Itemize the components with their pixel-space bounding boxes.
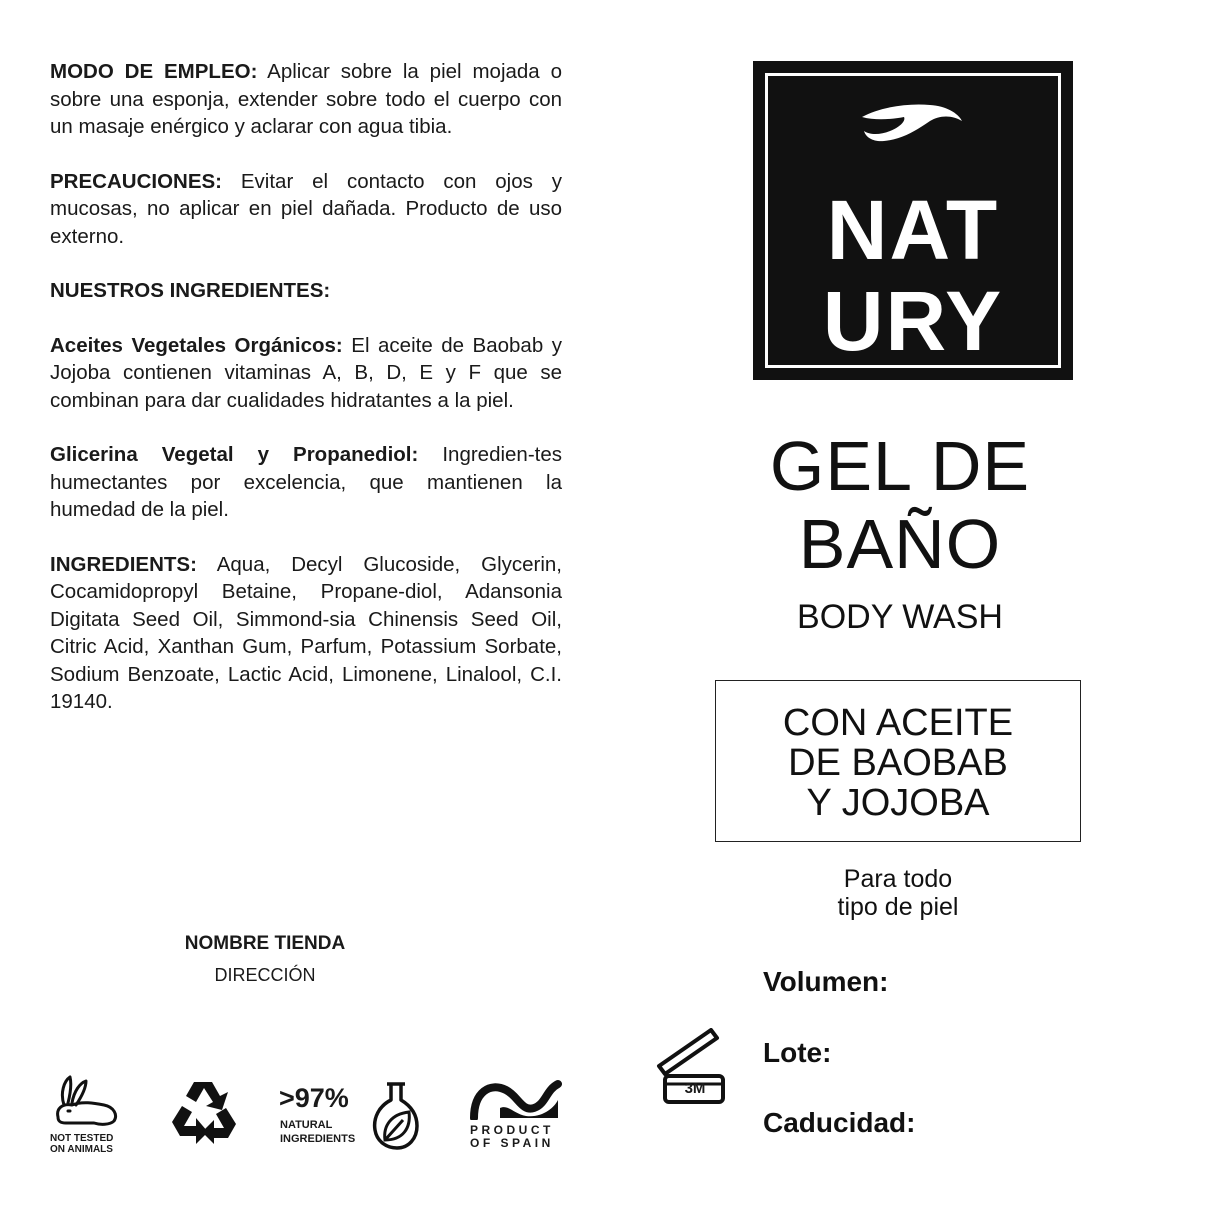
natural-label [280, 1118, 355, 1146]
cruelty-free-label: NOT TESTED ON ANIMALS [50, 1133, 114, 1155]
origin-label [470, 1124, 566, 1150]
glycerin-paragraph [50, 441, 562, 524]
feature-line-1: CON ACEITE [782, 702, 1014, 744]
flask-leaf-icon [371, 1080, 421, 1150]
natural-label-line-2: INGREDIENTS [280, 1133, 356, 1145]
pao-label: 3M [684, 1080, 706, 1097]
oils-heading: Aceites Vegetales Orgánicos: [50, 333, 343, 357]
feature-line-2: DE BAOBAB [788, 742, 1008, 784]
natural-label-line-1: NATURAL [280, 1119, 333, 1131]
feature-line-3: Y JOJOBA [806, 782, 990, 824]
rabbit-icon [50, 1075, 120, 1127]
glycerin-heading: Glicerina Vegetal y Propanediol: [50, 443, 419, 466]
leaf-icon [860, 103, 964, 149]
volume-label: Volumen: [763, 966, 889, 997]
skin-type-line-1: Para todo [843, 865, 953, 893]
product-subtitle: BODY WASH [797, 598, 1003, 636]
inci-paragraph [50, 551, 562, 716]
ingredients-title: NUESTROS INGREDIENTES: [50, 279, 331, 302]
usage-heading: MODO DE EMPLEO: [50, 60, 258, 83]
expiry-label: Caducidad: [763, 1107, 916, 1138]
origin-label-line-1: PRODUCT [470, 1123, 554, 1137]
instructions-column [50, 58, 562, 743]
product-title-line-1: GEL DE [769, 427, 1031, 505]
logo-word-1: NAT [826, 183, 1000, 277]
precautions-paragraph [50, 168, 562, 251]
store-address: DIRECCIÓN [214, 965, 316, 985]
skin-type-line-2: tipo de piel [837, 893, 959, 921]
spain-wave-icon [470, 1078, 562, 1120]
origin-label-line-2: OF SPAIN [470, 1136, 554, 1150]
inci-text: Aqua, Decyl Glucoside, Glycerin, Cocamidopropyl Betaine, Propane-diol, Adansonia Digitata Seed Oil, Simmond-sia Chinensis Seed Oil, Citric Acid, Xanthan Gum, Parfum, Potassium Sorbate, Sodium Benzoate, Lactic Acid, Limonene, Linalool, C.I. 19140. [50, 552, 562, 713]
oils-text: El aceite de Baobab y Jojoba contienen vitaminas A, B, D, E y F que se combinan para dar cualidades hidratantes a la piel. [50, 333, 562, 412]
precautions-heading: PRECAUCIONES: [50, 169, 222, 193]
feature-box [715, 680, 1081, 842]
natural-percent: >97% [279, 1083, 349, 1113]
oils-paragraph [50, 332, 562, 415]
inci-heading: INGREDIENTS: [50, 552, 197, 576]
precautions-text: Evitar el contacto con ojos y mucosas, no aplicar en piel dañada. Producto de uso externo. [50, 169, 562, 248]
store-name: NOMBRE TIENDA [184, 933, 346, 954]
recycle-icon [168, 1078, 240, 1146]
product-title-line-2: BAÑO [798, 505, 1002, 583]
usage-paragraph [50, 58, 562, 141]
usage-text: Aplicar sobre la piel mojada o sobre una esponja, extender sobre todo el cuerpo con un masaje enérgico y aclarar con agua tibia. [50, 60, 562, 138]
logo-word-2: URY [822, 274, 1004, 368]
lot-label: Lote: [763, 1037, 832, 1068]
glycerin-text: Ingredien-tes humectantes por excelencia, que mantienen la humedad de la piel. [50, 443, 563, 521]
